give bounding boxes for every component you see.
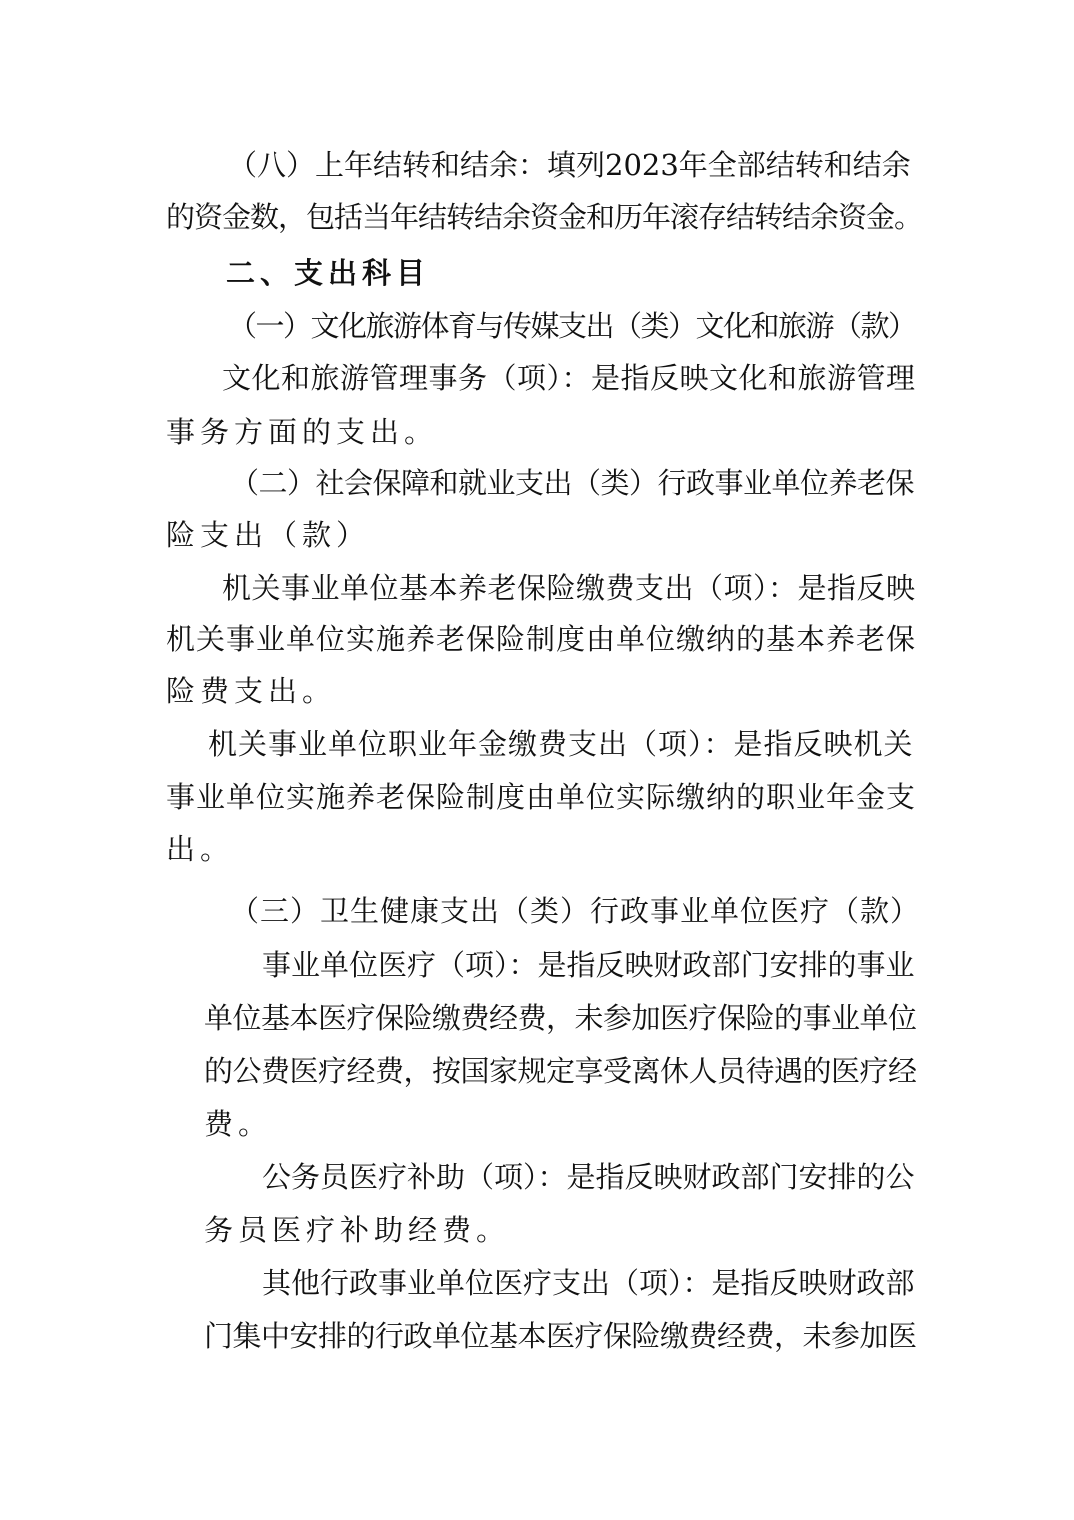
paragraph-line-19: 费。 [204, 1107, 273, 1141]
paragraph-line-18: 的公费医疗经费，按国家规定享受离休人员待遇的医疗经 [204, 1054, 917, 1088]
paragraph-line-1: （八）上年结转和结余：填列2023年全部结转和结余 [228, 148, 911, 182]
paragraph-line-4: （一）文化旅游体育与传媒支出（类）文化和旅游（款） [228, 309, 916, 343]
paragraph-line-16: 事业单位医疗（项）：是指反映财政部门安排的事业 [262, 948, 915, 982]
paragraph-line-23: 门集中安排的行政单位基本医疗保险缴费经费，未参加医 [204, 1319, 917, 1353]
paragraph-line-2: 的资金数，包括当年结转结余资金和历年滚存结转结余资金。 [166, 200, 923, 234]
paragraph-line-13: 事业单位实施养老保险制度由单位实际缴纳的职业年金支 [166, 780, 917, 814]
paragraph-line-6: 事务方面的支出。 [166, 415, 439, 449]
paragraph-line-11: 险费支出。 [166, 674, 337, 708]
section-heading: 二、支出科目 [226, 256, 431, 290]
paragraph-line-12: 机关事业单位职业年金缴费支出（项）：是指反映机关 [208, 727, 914, 761]
paragraph-line-21: 务员医疗补助经费。 [204, 1213, 511, 1247]
paragraph-line-14: 出。 [166, 832, 235, 866]
paragraph-line-17: 单位基本医疗保险缴费经费，未参加医疗保险的事业单位 [204, 1001, 917, 1035]
paragraph-line-9: 机关事业单位基本养老保险缴费支出（项）：是指反映 [222, 571, 916, 605]
paragraph-line-20: 公务员医疗补助（项）：是指反映财政部门安排的公 [262, 1160, 915, 1194]
paragraph-line-10: 机关事业单位实施养老保险制度由单位缴纳的基本养老保 [166, 622, 917, 656]
paragraph-line-8: 险支出（款） [166, 518, 371, 552]
paragraph-line-5: 文化和旅游管理事务（项）：是指反映文化和旅游管理 [222, 361, 916, 395]
paragraph-line-15: （三）卫生健康支出（类）行政事业单位医疗（款） [230, 894, 921, 928]
paragraph-line-7: （二）社会保障和就业支出（类）行政事业单位养老保 [230, 466, 915, 500]
paragraph-line-22: 其他行政事业单位医疗支出（项）：是指反映财政部 [262, 1266, 915, 1300]
